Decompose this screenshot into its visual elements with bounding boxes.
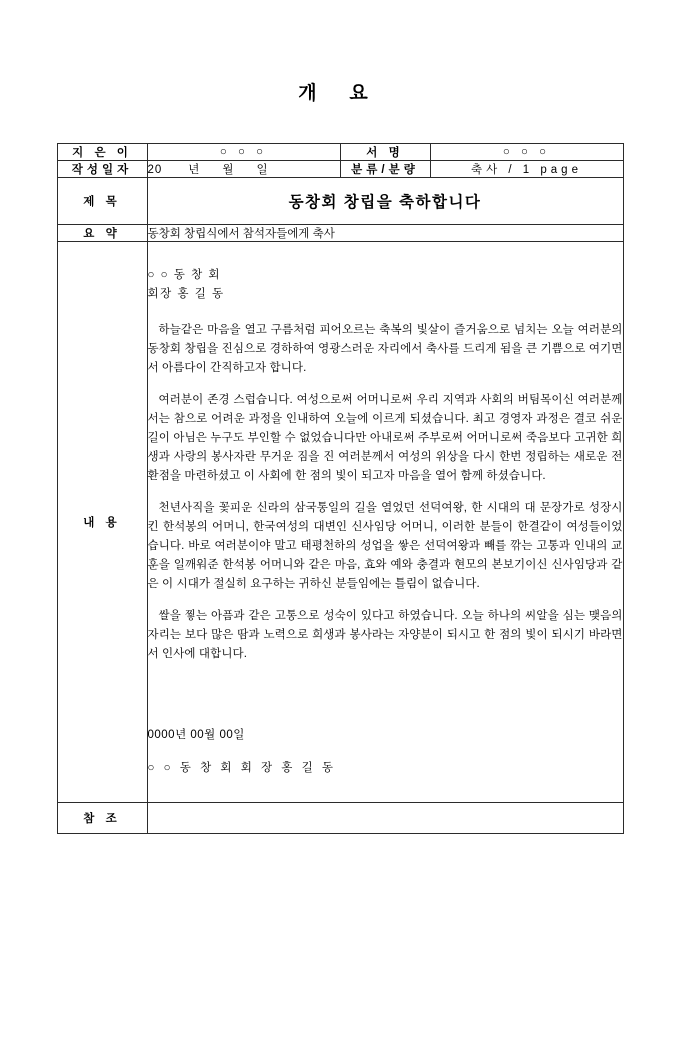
overview-form-table bbox=[57, 143, 624, 834]
content-paragraph-1: 하늘같은 마음을 열고 구름처럼 피어오르는 축복의 빛살이 즐거움으로 넘치는 오늘 여러분의 동창회 창립을 진심으로 경하하여 영광스러운 자리에서 축사를 드리게 됨을 큰 기쁨으로 여기면서 아름다이 간직하고자 합니다. bbox=[147, 324, 623, 375]
date-year-prefix: 20 bbox=[147, 164, 163, 176]
date-label: 작성일자 bbox=[57, 161, 147, 178]
content-paragraph-4: 쌀을 찧는 아픔과 같은 고통으로 성숙이 있다고 하였습니다. 오늘 하나의 씨알을 심는 맺음의 자리는 보다 많은 땀과 노력으로 희생과 봉사라는 자양분이 되시고 한 점의 빛이 되시기 바라면서 인사에 대합니다. bbox=[147, 609, 623, 660]
table-row-content bbox=[57, 242, 623, 803]
summary-label: 요 약 bbox=[57, 225, 147, 242]
subject-value: 동창회 창립을 축하합니다 bbox=[147, 178, 623, 225]
table-row-reference bbox=[57, 803, 623, 834]
category-label: 분류/분량 bbox=[340, 161, 430, 178]
date-year-unit: 년 bbox=[188, 164, 201, 176]
signature-label: 서 명 bbox=[340, 144, 430, 161]
subject-label: 제 목 bbox=[57, 178, 147, 225]
content-body bbox=[147, 242, 623, 803]
signature-value: ○ ○ ○ bbox=[430, 144, 623, 161]
content-chair-line: 회장 홍 길 동 bbox=[147, 288, 225, 301]
content-org-line: ○ ○ 동 창 회 bbox=[147, 269, 221, 282]
date-day-unit: 일 bbox=[256, 164, 269, 176]
content-paragraph-3: 천년사직을 꽃피운 신라의 삼국통일의 길을 열었던 선덕여왕, 한 시대의 대 문장가로 성장시킨 한석봉의 어머니, 한국여성의 대변인 신사임당 어머니, 이러한 분들이 한결같이 여성들이었습니다. 바로 여러분이야 말고 태평천하의 성업을 쌓은 선덕여왕과 빼를 깎는 고통과 인내의 교훈을 일깨워준 한석봉 어머니와 같은 마음, 효와 예와 충결과 현모의 본보기이신 신사임당과 같은 이 시대가 절실히 요구하는 귀하신 분들임에는 틀림이 없습니다. bbox=[147, 502, 623, 590]
date-month-unit: 월 bbox=[222, 164, 235, 176]
author-value: ○ ○ ○ bbox=[147, 144, 340, 161]
content-paragraph-2: 여러분이 존경 스럽습니다. 여성으로써 어머니로써 우리 지역과 사회의 버팀목이신 여러분께서는 참으로 어려운 과정을 인내하여 오늘에 이르게 되셨습니다. 최고 경영자 과정은 결코 쉬운 길이 아님은 누구도 부인할 수 없었습니다만 아내로써 주부로써 어머니로써 죽음보다 고귀한 희생과 사랑의 봉사자란 무거운 짐을 진 여러분께서 여성의 위상을 다시 한번 정립하는 새로운 전환점을 마련하셨고 이 사회에 한 점의 빛이 되고자 마음을 열어 함께 하셨습니다. bbox=[147, 394, 623, 483]
content-sign-date: 0000년 00월 00일 bbox=[147, 728, 245, 741]
summary-value: 동창회 창립식에서 참석자들에게 축사 bbox=[147, 225, 623, 242]
date-value bbox=[147, 161, 340, 178]
reference-value bbox=[147, 803, 623, 834]
table-row-date bbox=[57, 161, 623, 178]
reference-label: 참 조 bbox=[57, 803, 147, 834]
content-label: 내 용 bbox=[57, 242, 147, 803]
content-sign-name: ○ ○ 동 창 회 회 장 홍 길 동 bbox=[147, 761, 337, 774]
table-row-summary bbox=[57, 225, 623, 242]
author-label: 지 은 이 bbox=[57, 144, 147, 161]
page-title: 개 요 bbox=[298, 83, 382, 104]
table-row-author bbox=[57, 144, 623, 161]
table-row-subject bbox=[57, 178, 623, 225]
category-value: 축사 / 1 page bbox=[430, 161, 623, 178]
document-page bbox=[0, 78, 680, 1040]
